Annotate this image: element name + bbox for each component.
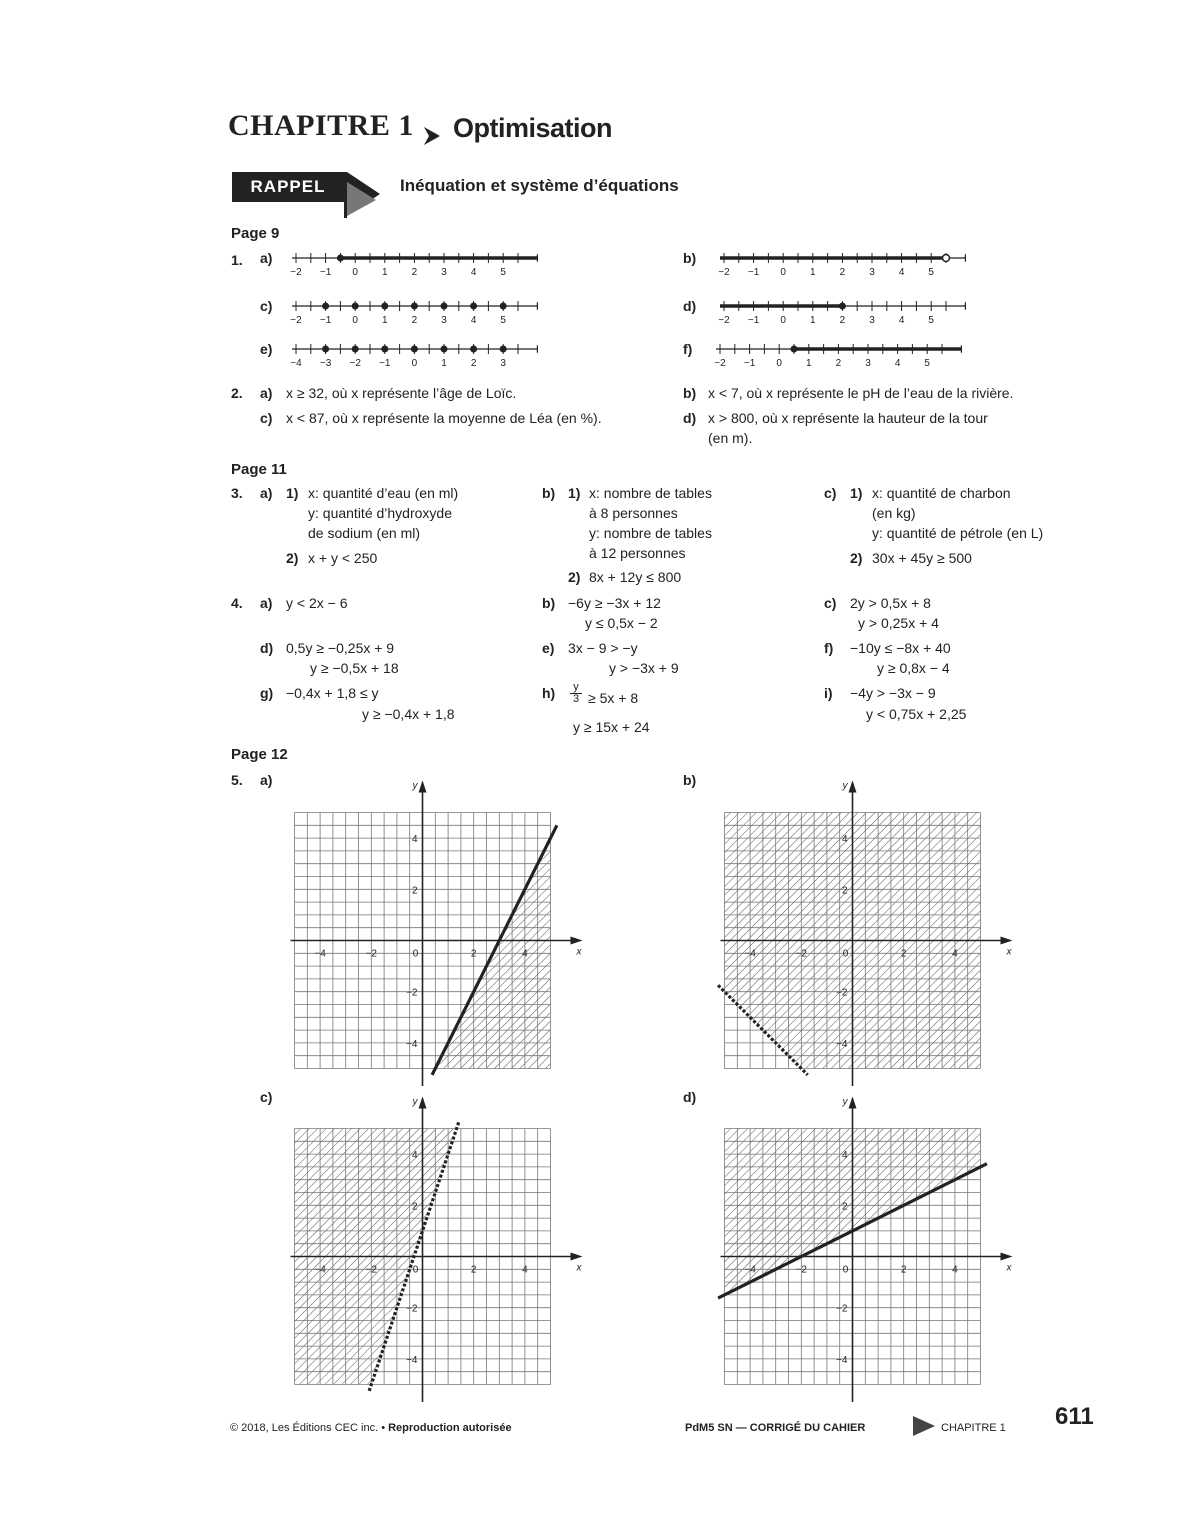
rappel-arrow-icon: [344, 168, 384, 220]
number-line: [712, 339, 962, 369]
tick-label: 3: [441, 267, 447, 278]
chevron-right-icon: [422, 125, 442, 147]
sub-number: 1): [568, 485, 581, 501]
answer-letter: i): [824, 685, 833, 701]
numberline-letter: e): [260, 341, 273, 357]
tick-label: 2: [839, 315, 846, 326]
y-tick-label: 4: [411, 1150, 418, 1162]
answer-letter: c): [824, 485, 837, 501]
page-label-12: Page 12: [231, 746, 288, 763]
answer-letter: a): [260, 385, 273, 401]
x-tick-label: −2: [795, 948, 808, 960]
graph-letter: a): [260, 772, 273, 788]
tick-label: 0: [352, 267, 358, 278]
answer-text: (en m).: [708, 430, 753, 446]
tick-label: 3: [500, 358, 506, 369]
x-axis-label: x: [1006, 1262, 1012, 1274]
y-tick-label: 4: [841, 834, 848, 846]
y-axis-label: y: [412, 780, 418, 792]
numberline-letter: c): [260, 298, 273, 314]
x-tick-label: −2: [365, 1264, 378, 1276]
x-tick-label: −2: [795, 1264, 808, 1276]
sub-number: 2): [850, 550, 863, 566]
open-point: [943, 255, 950, 262]
integer-point: [500, 346, 507, 353]
x-tick-label: −4: [744, 1264, 756, 1276]
integer-point: [411, 303, 418, 310]
chapter-title: Optimisation: [453, 113, 613, 143]
tick-label: 1: [810, 315, 816, 326]
tick-label: 4: [470, 267, 477, 278]
tick-label: 0: [352, 315, 358, 326]
answer-text: x: quantité de charbon: [872, 485, 1011, 501]
answer-text: x < 7, où x représente le pH de l’eau de la rivière.: [708, 385, 1014, 401]
answer-text: à 8 personnes: [589, 505, 678, 521]
question-number-4: 4.: [231, 595, 243, 611]
tick-label: 0: [411, 358, 418, 369]
page-label-11: Page 11: [231, 461, 287, 478]
answer-text: y ≥ −0,5x + 18: [310, 660, 399, 676]
integer-point: [470, 303, 477, 310]
copyright-text: © 2018, Les Éditions CEC inc.: [230, 1422, 379, 1434]
tick-label: 1: [441, 358, 447, 369]
sub-number: 1): [286, 485, 299, 501]
closed-point: [337, 255, 344, 262]
tick-label: −2: [290, 315, 302, 326]
answer-text: x > 800, où x représente la hauteur de la tour: [708, 410, 988, 426]
sub-number: 1): [850, 485, 863, 501]
integer-point: [322, 346, 329, 353]
tick-label: 0: [776, 358, 782, 369]
x-tick-label: −4: [314, 1264, 326, 1276]
integer-point: [352, 346, 359, 353]
numberline-letter: f): [683, 341, 693, 357]
x-tick-label: −2: [365, 948, 378, 960]
number-line: [716, 248, 966, 278]
tick-label: −1: [319, 315, 332, 326]
tick-label: −2: [714, 358, 726, 369]
answer-text: 3x − 9 > −y: [568, 640, 638, 656]
tick-label: 0: [780, 267, 786, 278]
answer-text: y: quantité d’hydroxyde: [308, 505, 452, 521]
answer-text: (en kg): [872, 505, 916, 521]
arrow-head: [1001, 1253, 1013, 1261]
closed-point: [839, 303, 846, 310]
graph-letter: c): [260, 1089, 273, 1105]
rappel-badge: RAPPEL: [232, 172, 344, 202]
arrow-head: [1001, 937, 1013, 945]
tick-label: 3: [441, 315, 447, 326]
y-tick-label: −2: [836, 1303, 848, 1315]
arrow-head: [965, 302, 966, 310]
answer-text: x: nombre de tables: [589, 485, 712, 501]
answer-text: y ≤ 0,5x − 2: [585, 615, 658, 631]
arrow-head: [419, 1097, 427, 1109]
tick-label: 3: [865, 358, 871, 369]
coordinate-graph: [716, 1092, 1016, 1402]
answer-letter: g): [260, 685, 274, 701]
answer-text: 30x + 45y ≥ 500: [872, 550, 972, 566]
answer-letter: a): [260, 595, 273, 611]
fraction: [570, 682, 582, 705]
x-tick-label: 0: [842, 948, 849, 960]
y-tick-label: −4: [836, 1354, 848, 1366]
answer-text: y < 2x − 6: [286, 595, 348, 611]
tick-label: −1: [379, 358, 391, 369]
y-tick-label: −2: [406, 1303, 418, 1315]
arrow-head: [537, 302, 538, 310]
arrow-head: [849, 1097, 857, 1109]
coordinate-graph: [286, 1092, 586, 1402]
sub-number: 2): [568, 569, 581, 585]
number-line: [288, 339, 538, 369]
x-axis-label: x: [576, 1262, 582, 1274]
x-tick-label: 4: [952, 948, 958, 960]
closed-point: [791, 346, 798, 353]
tick-label: 4: [898, 315, 905, 326]
answer-text: à 12 personnes: [589, 545, 686, 561]
answer-letter: d): [260, 640, 274, 656]
tick-label: 1: [382, 267, 388, 278]
answer-letter: h): [542, 685, 556, 701]
tick-label: 5: [924, 358, 930, 369]
answer-text: 0,5y ≥ −0,25x + 9: [286, 640, 395, 656]
reproduction-text: Reproduction autorisée: [388, 1422, 512, 1434]
x-tick-label: 4: [952, 1264, 958, 1276]
x-tick-label: −4: [744, 948, 756, 960]
tick-label: −4: [290, 358, 302, 369]
graph-letter: d): [683, 1089, 697, 1105]
x-tick-label: 2: [900, 1264, 907, 1276]
arrow-head: [419, 781, 427, 793]
tick-label: 5: [500, 267, 506, 278]
tick-label: 4: [898, 267, 905, 278]
answer-text: de sodium (en ml): [308, 525, 421, 541]
y-tick-label: 4: [411, 834, 418, 846]
tick-label: 4: [894, 358, 901, 369]
tick-label: −2: [349, 358, 361, 369]
answer-text: y < 0,75x + 2,25: [866, 706, 967, 722]
x-tick-label: 0: [412, 1264, 419, 1276]
integer-point: [441, 346, 448, 353]
tick-label: −3: [319, 358, 332, 369]
x-axis-label: x: [1006, 946, 1012, 958]
number-line: [288, 248, 538, 278]
x-tick-label: −4: [314, 948, 326, 960]
fraction-denominator: 3: [572, 693, 580, 705]
section-subtitle: Inéquation et système d’équations: [400, 176, 679, 195]
tick-label: 1: [382, 315, 388, 326]
tick-label: 5: [928, 267, 934, 278]
number-line: [288, 296, 538, 326]
arrow-head: [965, 254, 966, 262]
y-tick-label: 2: [411, 885, 418, 897]
footer-arrow-icon: [913, 1414, 937, 1438]
answer-letter: d): [683, 410, 697, 426]
answer-letter: b): [683, 385, 697, 401]
y-tick-label: −4: [406, 1038, 418, 1050]
tick-label: −1: [747, 315, 760, 326]
answer-text: ≥ 5x + 8: [588, 690, 639, 706]
tick-label: 1: [810, 267, 816, 278]
fraction-numerator: y: [570, 682, 582, 694]
answer-text: x < 87, où x représente la moyenne de Léa (en %).: [286, 410, 602, 426]
question-number-3: 3.: [231, 485, 243, 501]
tick-label: 4: [470, 315, 477, 326]
answer-text: −10y ≤ −8x + 40: [850, 640, 951, 656]
answer-letter: b): [542, 485, 556, 501]
x-tick-label: 2: [470, 1264, 477, 1276]
footer-copyright: [230, 1418, 512, 1438]
y-tick-label: 2: [841, 1201, 848, 1213]
tick-label: 0: [780, 315, 786, 326]
answer-text: y: quantité de pétrole (en L): [872, 525, 1044, 541]
bullet-separator: •: [381, 1422, 386, 1434]
question-number-5: 5.: [231, 772, 243, 788]
tick-label: 5: [500, 315, 506, 326]
tick-label: −1: [319, 267, 332, 278]
x-tick-label: 4: [522, 1264, 528, 1276]
page-label-9: Page 9: [231, 225, 280, 242]
answer-text: y ≥ −0,4x + 1,8: [362, 706, 455, 722]
arrow-head: [571, 1253, 583, 1261]
y-axis-label: y: [842, 780, 848, 792]
arrow-head: [849, 781, 857, 793]
answer-text: x + y < 250: [308, 550, 378, 566]
integer-point: [352, 303, 359, 310]
answer-letter: a): [260, 485, 273, 501]
tick-label: 2: [835, 358, 842, 369]
answer-letter: f): [824, 640, 834, 656]
tick-label: 1: [806, 358, 812, 369]
y-tick-label: 4: [841, 1150, 848, 1162]
x-tick-label: 0: [842, 1264, 849, 1276]
y-tick-label: −2: [406, 987, 418, 999]
x-tick-label: 0: [412, 948, 419, 960]
y-axis-label: y: [842, 1096, 848, 1108]
x-axis-label: x: [576, 946, 582, 958]
answer-letter: c): [824, 595, 837, 611]
numberline-letter: d): [683, 298, 697, 314]
answer-letter: e): [542, 640, 555, 656]
arrow-head: [537, 345, 538, 353]
y-tick-label: −2: [836, 987, 848, 999]
answer-text: x ≥ 32, où x représente l’âge de Loïc.: [286, 385, 517, 401]
answer-text: y > −3x + 9: [609, 660, 679, 676]
answer-letter: b): [542, 595, 556, 611]
question-number-2: 2.: [231, 385, 243, 401]
integer-point: [500, 303, 507, 310]
answer-text: −0,4x + 1,8 ≤ y: [286, 685, 379, 701]
answer-text: −4y > −3x − 9: [850, 685, 936, 701]
tick-label: 3: [869, 315, 875, 326]
tick-label: 5: [928, 315, 934, 326]
answer-text: x: quantité d’eau (en ml): [308, 485, 459, 501]
sub-number: 2): [286, 550, 299, 566]
tick-label: −1: [747, 267, 760, 278]
integer-point: [470, 346, 477, 353]
y-tick-label: 2: [411, 1201, 418, 1213]
answer-text: y > 0,25x + 4: [858, 615, 939, 631]
y-tick-label: −4: [406, 1354, 418, 1366]
integer-point: [441, 303, 448, 310]
tick-label: 2: [470, 358, 477, 369]
answer-text: y ≥ 0,8x − 4: [877, 660, 950, 676]
tick-label: −2: [718, 315, 730, 326]
x-tick-label: 2: [900, 948, 907, 960]
answer-text: −6y ≥ −3x + 12: [568, 595, 661, 611]
graph-letter: b): [683, 772, 697, 788]
question-number-1: 1.: [231, 252, 243, 268]
answer-text: y: nombre de tables: [589, 525, 712, 541]
integer-point: [381, 303, 388, 310]
footer-chapter: CHAPITRE 1: [941, 1422, 1006, 1434]
coordinate-graph: [716, 776, 1016, 1086]
page-number: 611: [1055, 1403, 1094, 1430]
tick-label: 2: [411, 267, 418, 278]
integer-point: [381, 346, 388, 353]
x-tick-label: 2: [470, 948, 477, 960]
tick-label: 3: [869, 267, 875, 278]
number-line: [716, 296, 966, 326]
integer-point: [411, 346, 418, 353]
answer-text: 2y > 0,5x + 8: [850, 595, 931, 611]
y-tick-label: −4: [836, 1038, 848, 1050]
tick-label: −2: [290, 267, 302, 278]
answer-text: y ≥ 15x + 24: [573, 719, 650, 735]
numberline-letter: b): [683, 250, 697, 266]
tick-label: −1: [743, 358, 756, 369]
integer-point: [322, 303, 329, 310]
footer-book: PdM5 SN — CORRIGÉ DU CAHIER: [685, 1422, 866, 1434]
y-axis-label: y: [412, 1096, 418, 1108]
answer-text: 8x + 12y ≤ 800: [589, 569, 682, 585]
numberline-letter: a): [260, 250, 273, 266]
tick-label: 2: [839, 267, 846, 278]
coordinate-graph: [286, 776, 586, 1086]
y-tick-label: 2: [841, 885, 848, 897]
x-tick-label: 4: [522, 948, 528, 960]
tick-label: −2: [718, 267, 730, 278]
answer-letter: c): [260, 410, 273, 426]
arrow-head: [571, 937, 583, 945]
tick-label: 2: [411, 315, 418, 326]
chapter-label: CHAPITRE 1: [228, 109, 414, 142]
